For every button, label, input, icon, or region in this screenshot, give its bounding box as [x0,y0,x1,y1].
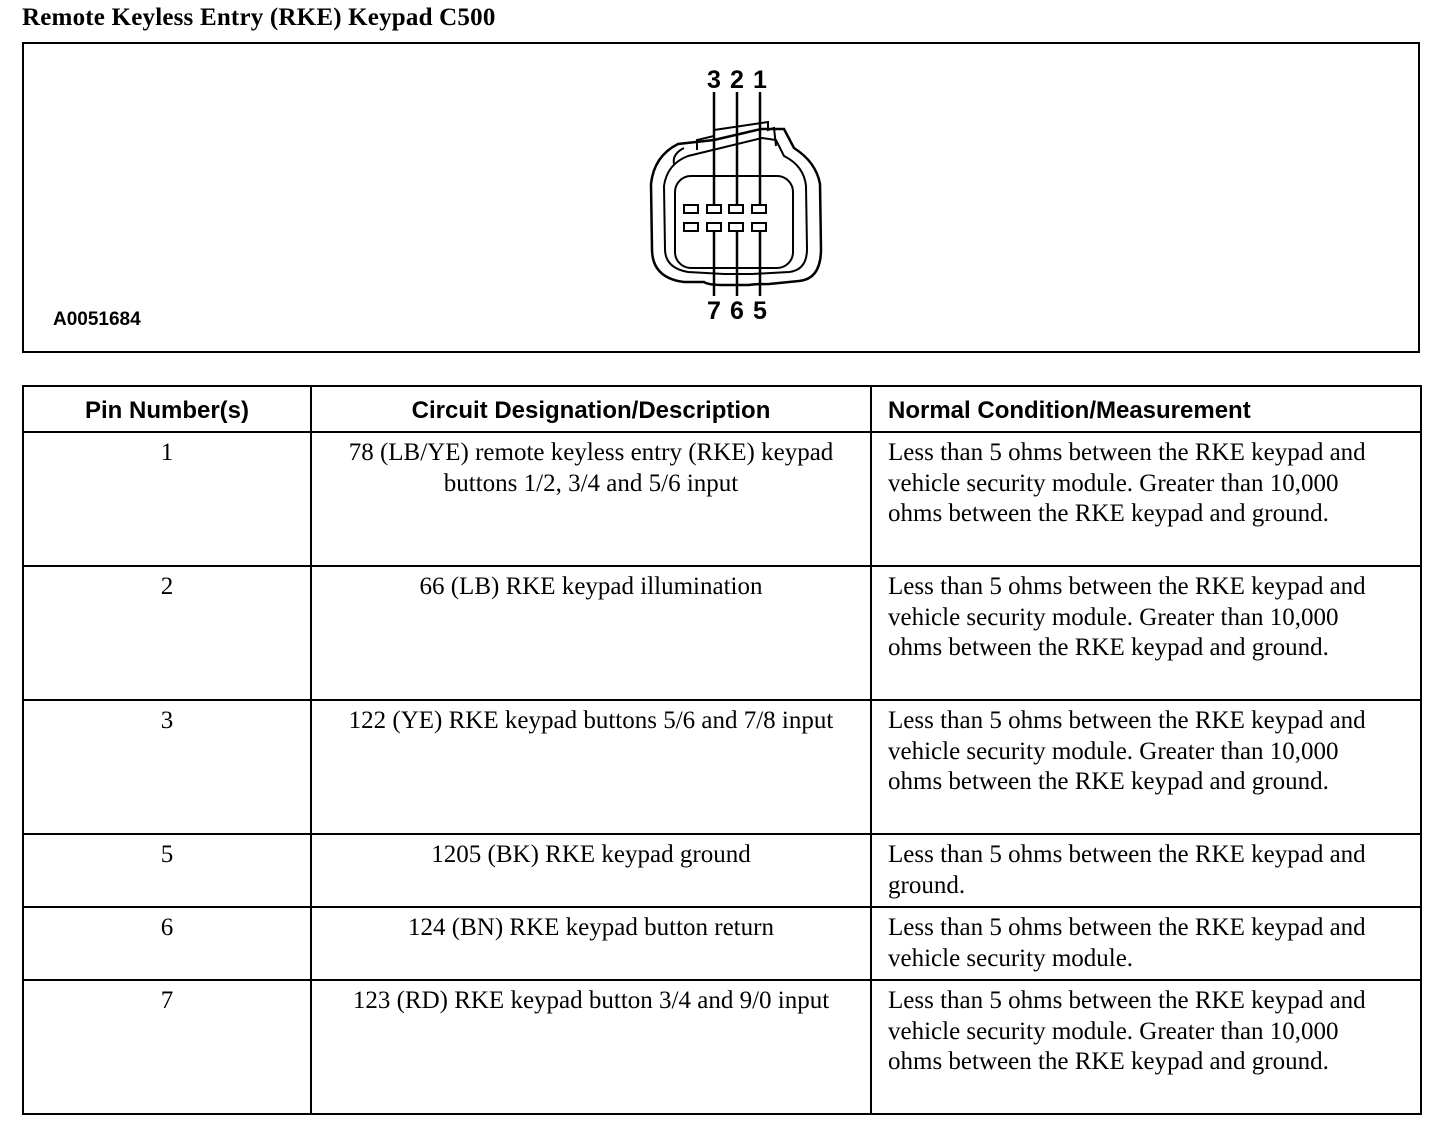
pin-cavity-top-left [684,205,698,213]
pin-label-5: 5 [753,297,767,325]
condition-cell: Less than 5 ohms between the RKE keypad and vehicle security module. Greater than 10,000 ohms between the RKE keypad and ground. [871,700,1421,834]
condition-cell: Less than 5 ohms between the RKE keypad and vehicle security module. Greater than 10,000 ohms between the RKE keypad and ground. [871,980,1421,1114]
pin-cell: 5 [23,834,311,907]
pin-cavity-1 [752,205,766,213]
pin-cavity-3 [707,205,721,213]
table-row [23,700,1421,834]
pin-cavity-7 [707,223,721,231]
table-row [23,834,1421,907]
page-title: Remote Keyless Entry (RKE) Keypad C500 [22,4,496,31]
table-header-row [23,386,1421,432]
pin-cell: 6 [23,907,311,980]
condition-cell: Less than 5 ohms between the RKE keypad and vehicle security module. Greater than 10,000 ohms between the RKE keypad and ground. [871,432,1421,566]
pin-cell: 2 [23,566,311,700]
pin-cell: 1 [23,432,311,566]
condition-cell: Less than 5 ohms between the RKE keypad and ground. [871,834,1421,907]
table-row [23,566,1421,700]
table-row [23,980,1421,1114]
table-row [23,432,1421,566]
pin-table [22,385,1422,1115]
circuit-cell: 78 (LB/YE) remote keyless entry (RKE) keypad buttons 1/2, 3/4 and 5/6 input [311,432,871,566]
pin-cavity-5 [752,223,766,231]
pin-label-6: 6 [730,297,744,325]
header-pin-numbers: Pin Number(s) [23,386,311,432]
circuit-cell: 123 (RD) RKE keypad button 3/4 and 9/0 input [311,980,871,1114]
pin-label-2: 2 [730,66,744,94]
pin-cavity-2 [729,205,743,213]
circuit-cell: 124 (BN) RKE keypad button return [311,907,871,980]
condition-cell: Less than 5 ohms between the RKE keypad and vehicle security module. Greater than 10,000 ohms between the RKE keypad and ground. [871,566,1421,700]
pin-cell: 3 [23,700,311,834]
table-row [23,907,1421,980]
circuit-cell: 1205 (BK) RKE keypad ground [311,834,871,907]
pin-cavity-6 [729,223,743,231]
pin-cavity-bottom-left [684,223,698,231]
header-condition: Normal Condition/Measurement [871,386,1421,432]
pin-label-3: 3 [707,66,721,94]
connector-diagram [24,44,1418,351]
circuit-cell: 66 (LB) RKE keypad illumination [311,566,871,700]
figure-id-label: A0051684 [53,309,141,330]
pin-label-7: 7 [707,297,721,325]
pin-cell: 7 [23,980,311,1114]
header-circuit: Circuit Designation/Description [311,386,871,432]
pin-label-1: 1 [753,66,767,94]
condition-cell: Less than 5 ohms between the RKE keypad and vehicle security module. [871,907,1421,980]
circuit-cell: 122 (YE) RKE keypad buttons 5/6 and 7/8 input [311,700,871,834]
connector-figure [22,42,1420,353]
